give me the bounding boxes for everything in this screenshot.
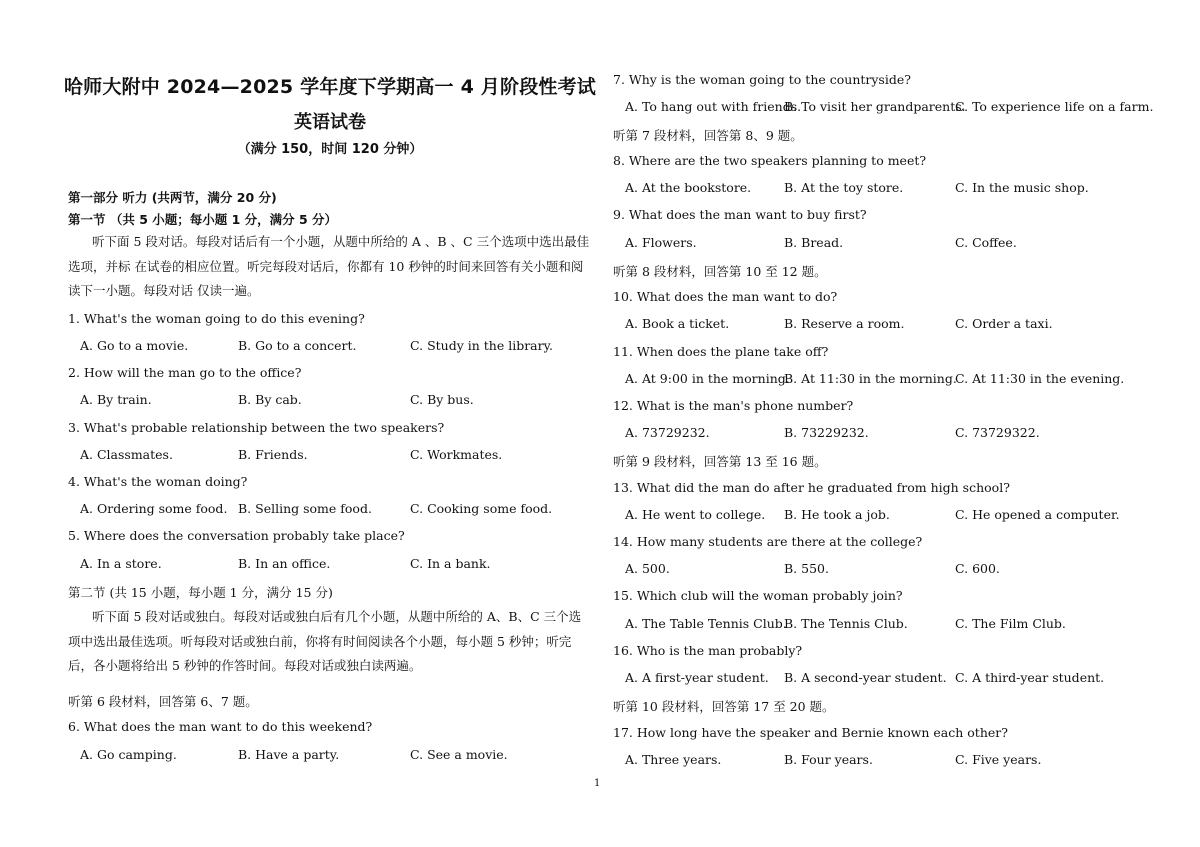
q4-option-a: A. Ordering some food. [80, 501, 228, 516]
q6-option-b: B. Have a party. [238, 747, 340, 762]
q12-option-a: A. 73729232. [625, 425, 710, 440]
material-10-note: 听第 10 段材料，回答第 17 至 20 题。 [613, 699, 835, 714]
q10-option-c: C. Order a taxi. [955, 316, 1053, 331]
page-number: 1 [594, 778, 601, 789]
question-2: 2. How will the man go to the office? [68, 365, 302, 380]
question-15: 15. Which club will the woman probably join? [613, 588, 903, 603]
q7-option-a: A. To hang out with friends. [625, 99, 802, 114]
q15-option-a: A. The Table Tennis Club. [625, 616, 787, 631]
q2-option-a: A. By train. [80, 392, 152, 407]
q15-option-b: B. The Tennis Club. [784, 616, 908, 631]
q14-option-b: B. 550. [784, 561, 829, 576]
question-6: 6. What does the man want to do this weekend? [68, 719, 373, 734]
question-1: 1. What's the woman going to do this evening? [68, 311, 365, 326]
material-7-note: 听第 7 段材料，回答第 8、9 题。 [613, 128, 803, 143]
section2-instructions: 听下面 5 段对话或独白。每段对话或独白后有几个小题，从题中所给的 A、B、C 三个选项中选出最佳选项。听每段对话或独白前，你将有时间阅读各个小题，每小题 5 秒钟；听完后，各小题将给出 5 秒钟的作答时间。每段对话或独白读两遍。 [68, 609, 582, 673]
q9-option-a: A. Flowers. [625, 235, 697, 250]
question-4: 4. What's the woman doing? [68, 474, 248, 489]
question-13: 13. What did the man do after he graduated from high school? [613, 480, 1010, 495]
q7-option-b: B. To visit her grandparents. [784, 99, 966, 114]
q16-option-c: C. A third-year student. [955, 670, 1105, 685]
q17-option-b: B. Four years. [784, 752, 873, 767]
q5-option-c: C. In a bank. [410, 556, 491, 571]
question-17: 17. How long have the speaker and Bernie known each other? [613, 725, 1008, 740]
q4-option-c: C. Cooking some food. [410, 501, 553, 516]
q8-option-c: C. In the music shop. [955, 180, 1089, 195]
q3-option-b: B. Friends. [238, 447, 308, 462]
q3-option-a: A. Classmates. [80, 447, 173, 462]
q3-option-c: C. Workmates. [410, 447, 503, 462]
q11-option-a: A. At 9:00 in the morning. [625, 371, 790, 386]
q15-option-c: C. The Film Club. [955, 616, 1066, 631]
q12-option-b: B. 73229232. [784, 425, 869, 440]
question-10: 10. What does the man want to do? [613, 289, 838, 304]
q14-option-c: C. 600. [955, 561, 1000, 576]
q10-option-b: B. Reserve a room. [784, 316, 905, 331]
q13-option-a: A. He went to college. [625, 507, 766, 522]
material-9-note: 听第 9 段材料，回答第 13 至 16 题。 [613, 454, 827, 469]
question-16: 16. Who is the man probably? [613, 643, 803, 658]
section1-heading: 第一节 （共 5 小题；每小题 1 分，满分 5 分） [68, 212, 338, 227]
q1-option-b: B. Go to a concert. [238, 338, 357, 353]
question-12: 12. What is the man's phone number? [613, 398, 854, 413]
q2-option-b: B. By cab. [238, 392, 302, 407]
q8-option-a: A. At the bookstore. [625, 180, 752, 195]
question-7: 7. Why is the woman going to the countryside? [613, 72, 911, 87]
section1-instructions: 听下面 5 段对话。每段对话后有一个小题，从题中所给的 A 、B 、C 三个选项中选出最佳选项，并标 在试卷的相应位置。听完每段对话后，你都有 10 秒钟的时间来回答有关小题和阅读下一小题。每段对话 仅读一遍。 [68, 234, 590, 298]
q8-option-b: B. At the toy store. [784, 180, 904, 195]
score-time-note: （满分 150，时间 120 分钟） [237, 142, 423, 157]
q11-option-c: C. At 11:30 in the evening. [955, 371, 1125, 386]
material-8-note: 听第 8 段材料，回答第 10 至 12 题。 [613, 264, 827, 279]
part1-heading: 第一部分 听力 (共两节，满分 20 分) [68, 190, 277, 205]
question-5: 5. Where does the conversation probably take place? [68, 528, 405, 543]
q11-option-b: B. At 11:30 in the morning. [784, 371, 957, 386]
question-11: 11. When does the plane take off? [613, 344, 829, 359]
q2-option-c: C. By bus. [410, 392, 474, 407]
q9-option-b: B. Bread. [784, 235, 844, 250]
q5-option-a: A. In a store. [80, 556, 162, 571]
q13-option-b: B. He took a job. [784, 507, 890, 522]
q13-option-c: C. He opened a computer. [955, 507, 1120, 522]
exam-subtitle: 英语试卷 [294, 112, 366, 133]
question-9: 9. What does the man want to buy first? [613, 207, 867, 222]
q12-option-c: C. 73729322. [955, 425, 1040, 440]
question-8: 8. Where are the two speakers planning to meet? [613, 153, 927, 168]
q6-option-a: A. Go camping. [80, 747, 177, 762]
q10-option-a: A. Book a ticket. [625, 316, 730, 331]
section2-heading: 第二节 (共 15 小题，每小题 1 分，满分 15 分) [68, 585, 333, 600]
q5-option-b: B. In an office. [238, 556, 331, 571]
exam-title: 哈师大附中 2024—2025 学年度下学期高一 4 月阶段性考试 [63, 76, 597, 98]
q16-option-b: B. A second-year student. [784, 670, 947, 685]
q6-option-c: C. See a movie. [410, 747, 508, 762]
q7-option-c: C. To experience life on a farm. [955, 99, 1154, 114]
q14-option-a: A. 500. [625, 561, 670, 576]
material-6-note: 听第 6 段材料，回答第 6、7 题。 [68, 694, 258, 709]
q17-option-a: A. Three years. [625, 752, 722, 767]
question-3: 3. What's probable relationship between the two speakers? [68, 420, 445, 435]
q16-option-a: A. A first-year student. [625, 670, 769, 685]
q4-option-b: B. Selling some food. [238, 501, 372, 516]
q9-option-c: C. Coffee. [955, 235, 1017, 250]
q1-option-a: A. Go to a movie. [80, 338, 189, 353]
q1-option-c: C. Study in the library. [410, 338, 553, 353]
question-14: 14. How many students are there at the college? [613, 534, 923, 549]
q17-option-c: C. Five years. [955, 752, 1042, 767]
